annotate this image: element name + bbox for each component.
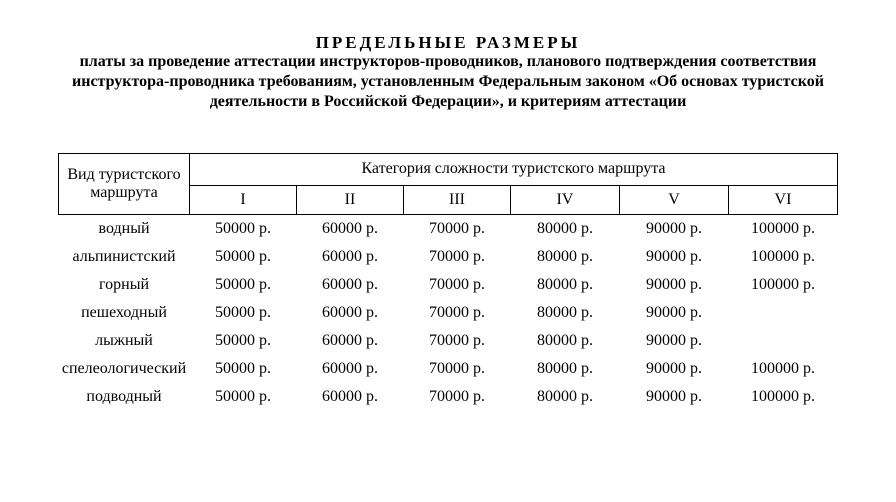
price-cell: 90000 р.: [646, 388, 702, 405]
table-row: [59, 299, 838, 327]
route-kind: горный: [98, 276, 150, 293]
price-cell: 70000 р.: [429, 276, 485, 293]
category-4-header: IV: [511, 185, 620, 214]
document-subtitle: платы за проведение аттестации инструкторов-проводников, планового подтверждения соответствия инструктора-проводника требованиям, установленным Федеральным законом «Об основах туристской деятельности в Российской Федерации», и критериям аттестации: [72, 53, 824, 110]
price-cell: 70000 р.: [429, 360, 485, 377]
route-kind-header: Вид туристского маршрута: [59, 154, 190, 215]
price-cell: 60000 р.: [322, 332, 378, 349]
price-cell: 80000 р.: [537, 388, 593, 405]
price-cell: 100000 р.: [751, 220, 815, 237]
price-cell: 100000 р.: [751, 248, 815, 265]
price-cell: 50000 р.: [215, 304, 271, 321]
price-cell: 70000 р.: [429, 248, 485, 265]
table-row: [59, 243, 838, 271]
price-cell: [729, 327, 838, 355]
price-cell: 90000 р.: [646, 248, 702, 265]
price-cell: 50000 р.: [215, 360, 271, 377]
price-cell: 60000 р.: [322, 276, 378, 293]
route-kind: спелеологический: [61, 360, 187, 377]
price-cell: 80000 р.: [537, 248, 593, 265]
category-3-header: III: [404, 185, 511, 214]
price-cell: 90000 р.: [646, 304, 702, 321]
price-cell: 90000 р.: [646, 360, 702, 377]
price-cell: 80000 р.: [537, 304, 593, 321]
category-header: Категория сложности туристского маршрута: [190, 154, 838, 186]
price-cell: 50000 р.: [215, 220, 271, 237]
fee-table: [58, 153, 838, 411]
price-cell: 50000 р.: [215, 248, 271, 265]
table-row: [59, 215, 838, 244]
document-title: ПРЕДЕЛЬНЫЕ РАЗМЕРЫ: [315, 33, 581, 52]
price-cell: 90000 р.: [646, 220, 702, 237]
table-row: [59, 271, 838, 299]
price-cell: 80000 р.: [537, 220, 593, 237]
table-row: [59, 383, 838, 411]
price-cell: 60000 р.: [322, 360, 378, 377]
price-cell: 60000 р.: [322, 388, 378, 405]
price-cell: 50000 р.: [215, 276, 271, 293]
price-cell: 100000 р.: [751, 388, 815, 405]
price-cell: 60000 р.: [322, 304, 378, 321]
route-kind: лыжный: [95, 332, 153, 349]
price-cell: 60000 р.: [322, 248, 378, 265]
price-cell: 60000 р.: [322, 220, 378, 237]
price-cell: 70000 р.: [429, 332, 485, 349]
price-cell: 50000 р.: [215, 332, 271, 349]
category-6-header: VI: [729, 185, 838, 214]
price-cell: 80000 р.: [537, 276, 593, 293]
route-kind: подводный: [86, 388, 162, 405]
price-cell: 50000 р.: [215, 388, 271, 405]
route-kind: альпинистский: [72, 248, 176, 265]
price-cell: 70000 р.: [429, 388, 485, 405]
price-cell: [729, 299, 838, 327]
route-kind: водный: [98, 220, 150, 237]
route-kind: пешеходный: [81, 304, 167, 321]
price-cell: 100000 р.: [751, 360, 815, 377]
category-1-header: I: [190, 185, 297, 214]
price-cell: 70000 р.: [429, 304, 485, 321]
price-cell: 80000 р.: [537, 332, 593, 349]
price-cell: 90000 р.: [646, 276, 702, 293]
category-2-header: II: [297, 185, 404, 214]
price-cell: 80000 р.: [537, 360, 593, 377]
price-cell: 100000 р.: [751, 276, 815, 293]
price-cell: 90000 р.: [646, 332, 702, 349]
table-row: [59, 327, 838, 355]
table-row: [59, 355, 838, 383]
price-cell: 70000 р.: [429, 220, 485, 237]
category-5-header: V: [620, 185, 729, 214]
